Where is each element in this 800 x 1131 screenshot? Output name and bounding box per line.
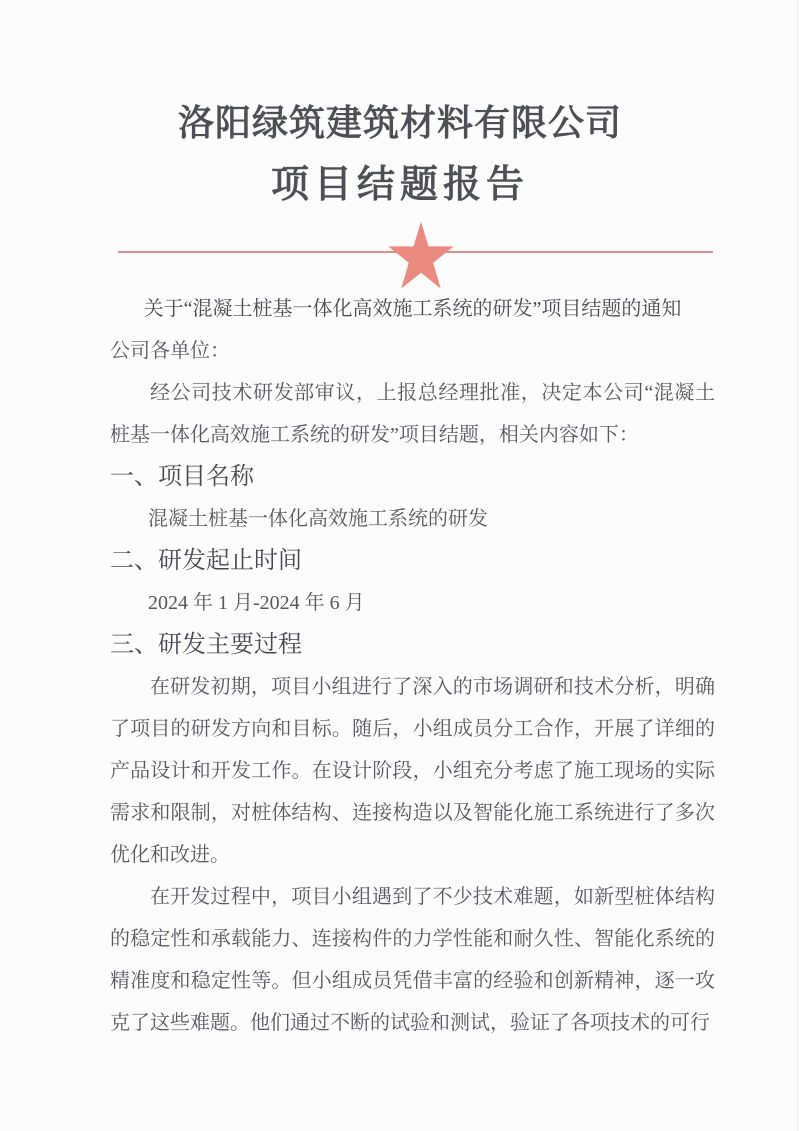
- report-header: [0, 92, 800, 216]
- section-3-paragraph-2: 在开发过程中，项目小组遇到了不少技术难题，如新型桩体结构的稳定性和承载能力、连接构件的力学性能和耐久性、智能化系统的精准度和稳定性等。但小组成员凭借丰富的经验和创新精神，逐一攻克了这些难题。他们通过不断的试验和测试，验证了各项技术的可行: [110, 886, 715, 1034]
- salutation: 公司各单位：: [110, 340, 230, 362]
- section-3-paragraph-1: 在研发初期，项目小组进行了深入的市场调研和技术分析，明确了项目的研发方向和目标。随后，小组成员分工合作，开展了详细的产品设计和开发工作。在设计阶段，小组充分考虑了施工现场的实际需求和限制，对桩体结构、连接构造以及智能化施工系统进行了多次优化和改进。: [110, 676, 715, 866]
- report-title: 项目结题报告: [270, 164, 529, 206]
- section-3-heading: 三、研发主要过程: [110, 632, 302, 658]
- title-divider: [0, 220, 800, 290]
- section-1-content: 混凝土桩基一体化高效施工系统的研发: [148, 508, 488, 530]
- section-2-heading: 二、研发起止时间: [110, 548, 302, 574]
- section-2-date: 2024 年 1 月-2024 年 6 月: [148, 592, 365, 614]
- intro-paragraph: 经公司技术研发部审议，上报总经理批准，决定本公司“混凝土桩基一体化高效施工系统的研发”项目结题，相关内容如下：: [110, 382, 715, 446]
- red-star-icon: [387, 220, 455, 290]
- document-body: [110, 288, 715, 1044]
- section-1-heading: 一、项目名称: [110, 464, 254, 490]
- notice-title: 关于“混凝土桩基一体化高效施工系统的研发”项目结题的通知: [143, 298, 682, 320]
- company-name-title: 洛阳绿筑建筑材料有限公司: [177, 103, 622, 143]
